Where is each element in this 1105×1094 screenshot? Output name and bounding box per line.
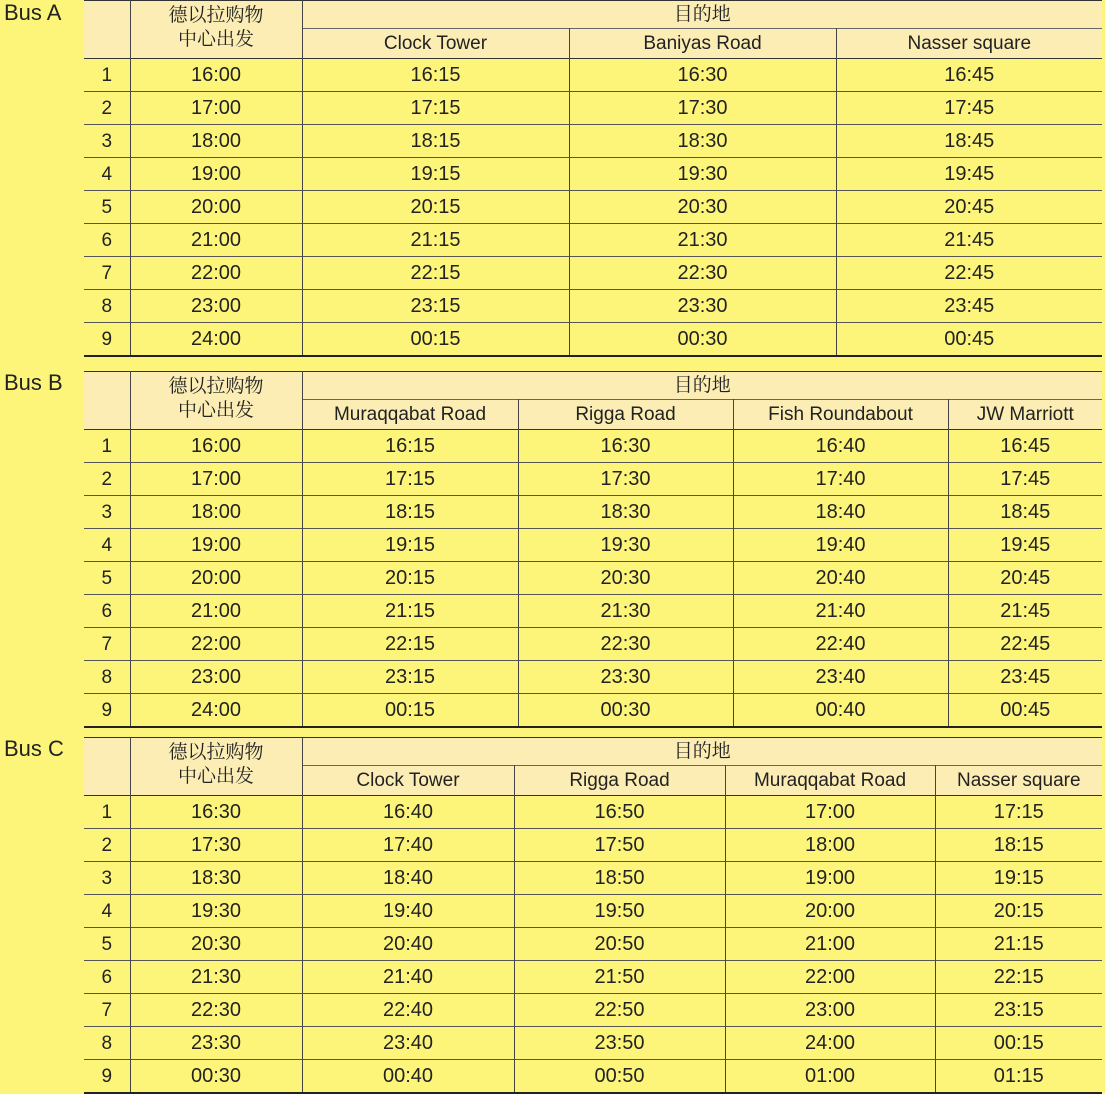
departure-time-cell: 22:00: [130, 628, 302, 661]
arrival-time-cell: 00:15: [302, 323, 569, 357]
stop-header: Nasser square: [836, 29, 1102, 59]
arrival-time-cell: 23:40: [302, 1027, 514, 1060]
departure-time-cell: 19:00: [130, 158, 302, 191]
row-number-cell: 7: [84, 257, 130, 290]
table-row: [84, 290, 1102, 323]
arrival-time-cell: 20:30: [518, 562, 733, 595]
arrival-time-cell: 18:40: [733, 496, 948, 529]
arrival-time-cell: 20:15: [302, 191, 569, 224]
arrival-time-cell: 19:40: [302, 895, 514, 928]
departure-time-cell: 17:30: [130, 829, 302, 862]
departure-time-cell: 19:00: [130, 529, 302, 562]
stop-header: Baniyas Road: [569, 29, 836, 59]
origin-header: 德以拉购物 中心出发: [130, 1, 302, 59]
table-row: [84, 92, 1102, 125]
arrival-time-cell: 19:15: [302, 529, 518, 562]
departure-time-cell: 21:00: [130, 224, 302, 257]
arrival-time-cell: 20:00: [725, 895, 935, 928]
departure-time-cell: 17:00: [130, 92, 302, 125]
bus-a-timetable: [84, 0, 1102, 357]
bus-a-title: Bus A: [4, 0, 62, 25]
departure-time-cell: 20:00: [130, 191, 302, 224]
row-number-header: [84, 372, 130, 430]
arrival-time-cell: 23:40: [733, 661, 948, 694]
arrival-time-cell: 00:15: [302, 694, 518, 728]
arrival-time-cell: 23:50: [514, 1027, 725, 1060]
table-row: [84, 694, 1102, 728]
table-row: [84, 323, 1102, 357]
row-number-cell: 5: [84, 562, 130, 595]
arrival-time-cell: 19:30: [569, 158, 836, 191]
bus-c-timetable: [84, 737, 1102, 1094]
arrival-time-cell: 18:15: [935, 829, 1102, 862]
arrival-time-cell: 00:40: [733, 694, 948, 728]
arrival-time-cell: 20:45: [836, 191, 1102, 224]
table-row: [84, 224, 1102, 257]
destination-header: 目的地: [302, 372, 1102, 400]
arrival-time-cell: 16:40: [302, 796, 514, 829]
row-number-cell: 2: [84, 92, 130, 125]
arrival-time-cell: 21:30: [518, 595, 733, 628]
arrival-time-cell: 19:45: [948, 529, 1102, 562]
row-number-cell: 6: [84, 595, 130, 628]
arrival-time-cell: 17:00: [725, 796, 935, 829]
departure-time-cell: 17:00: [130, 463, 302, 496]
arrival-time-cell: 21:45: [836, 224, 1102, 257]
row-number-cell: 9: [84, 323, 130, 357]
departure-time-cell: 24:00: [130, 694, 302, 728]
arrival-time-cell: 23:15: [302, 290, 569, 323]
arrival-time-cell: 16:15: [302, 430, 518, 463]
row-number-cell: 8: [84, 661, 130, 694]
arrival-time-cell: 22:15: [302, 257, 569, 290]
arrival-time-cell: 00:15: [935, 1027, 1102, 1060]
departure-time-cell: 24:00: [130, 323, 302, 357]
arrival-time-cell: 16:30: [569, 59, 836, 92]
arrival-time-cell: 21:15: [302, 224, 569, 257]
arrival-time-cell: 19:40: [733, 529, 948, 562]
arrival-time-cell: 00:45: [948, 694, 1102, 728]
arrival-time-cell: 20:15: [302, 562, 518, 595]
arrival-time-cell: 20:40: [733, 562, 948, 595]
row-number-cell: 7: [84, 994, 130, 1027]
arrival-time-cell: 22:30: [518, 628, 733, 661]
origin-header: 德以拉购物 中心出发: [130, 372, 302, 430]
arrival-time-cell: 22:15: [302, 628, 518, 661]
row-number-cell: 7: [84, 628, 130, 661]
arrival-time-cell: 17:15: [935, 796, 1102, 829]
arrival-time-cell: 16:50: [514, 796, 725, 829]
destination-header: 目的地: [302, 738, 1102, 766]
arrival-time-cell: 20:40: [302, 928, 514, 961]
arrival-time-cell: 22:15: [935, 961, 1102, 994]
arrival-time-cell: 18:15: [302, 125, 569, 158]
stop-header: Nasser square: [935, 766, 1102, 796]
arrival-time-cell: 20:50: [514, 928, 725, 961]
table-row: [84, 125, 1102, 158]
departure-time-cell: 16:00: [130, 59, 302, 92]
arrival-time-cell: 22:00: [725, 961, 935, 994]
arrival-time-cell: 16:15: [302, 59, 569, 92]
arrival-time-cell: 16:45: [836, 59, 1102, 92]
arrival-time-cell: 19:50: [514, 895, 725, 928]
table-row: [84, 796, 1102, 829]
departure-time-cell: 20:00: [130, 562, 302, 595]
origin-header: 德以拉购物 中心出发: [130, 738, 302, 796]
departure-time-cell: 18:00: [130, 496, 302, 529]
arrival-time-cell: 20:45: [948, 562, 1102, 595]
arrival-time-cell: 23:15: [302, 661, 518, 694]
row-number-cell: 1: [84, 59, 130, 92]
table-row: [84, 562, 1102, 595]
arrival-time-cell: 20:30: [569, 191, 836, 224]
stop-header: Muraqqabat Road: [302, 400, 518, 430]
row-number-cell: 5: [84, 928, 130, 961]
table-row: [84, 59, 1102, 92]
table-row: [84, 961, 1102, 994]
arrival-time-cell: 00:50: [514, 1060, 725, 1094]
table-row: [84, 895, 1102, 928]
table-row: [84, 430, 1102, 463]
arrival-time-cell: 17:30: [518, 463, 733, 496]
arrival-time-cell: 17:45: [836, 92, 1102, 125]
arrival-time-cell: 19:45: [836, 158, 1102, 191]
arrival-time-cell: 00:40: [302, 1060, 514, 1094]
table-row: [84, 661, 1102, 694]
arrival-time-cell: 21:40: [302, 961, 514, 994]
row-number-cell: 4: [84, 895, 130, 928]
arrival-time-cell: 19:15: [302, 158, 569, 191]
arrival-time-cell: 23:30: [569, 290, 836, 323]
row-number-cell: 8: [84, 290, 130, 323]
arrival-time-cell: 23:00: [725, 994, 935, 1027]
stop-header: Clock Tower: [302, 29, 569, 59]
row-number-cell: 6: [84, 224, 130, 257]
row-number-header: [84, 738, 130, 796]
departure-time-cell: 16:30: [130, 796, 302, 829]
row-number-cell: 6: [84, 961, 130, 994]
arrival-time-cell: 18:30: [569, 125, 836, 158]
arrival-time-cell: 21:50: [514, 961, 725, 994]
departure-time-cell: 18:30: [130, 862, 302, 895]
table-row: [84, 595, 1102, 628]
stop-header: Muraqqabat Road: [725, 766, 935, 796]
arrival-time-cell: 18:40: [302, 862, 514, 895]
arrival-time-cell: 00:30: [518, 694, 733, 728]
arrival-time-cell: 21:00: [725, 928, 935, 961]
arrival-time-cell: 16:40: [733, 430, 948, 463]
departure-time-cell: 20:30: [130, 928, 302, 961]
arrival-time-cell: 20:15: [935, 895, 1102, 928]
arrival-time-cell: 19:30: [518, 529, 733, 562]
arrival-time-cell: 21:40: [733, 595, 948, 628]
row-number-cell: 8: [84, 1027, 130, 1060]
destination-header: 目的地: [302, 1, 1102, 29]
arrival-time-cell: 23:15: [935, 994, 1102, 1027]
stop-header: Rigga Road: [514, 766, 725, 796]
arrival-time-cell: 21:45: [948, 595, 1102, 628]
table-row: [84, 628, 1102, 661]
departure-time-cell: 23:00: [130, 290, 302, 323]
arrival-time-cell: 24:00: [725, 1027, 935, 1060]
bus-b-timetable: [84, 371, 1102, 728]
arrival-time-cell: 17:30: [569, 92, 836, 125]
stop-header: Rigga Road: [518, 400, 733, 430]
table-row: [84, 1027, 1102, 1060]
departure-time-cell: 19:30: [130, 895, 302, 928]
row-number-cell: 5: [84, 191, 130, 224]
stop-header: Clock Tower: [302, 766, 514, 796]
arrival-time-cell: 22:45: [948, 628, 1102, 661]
departure-time-cell: 22:00: [130, 257, 302, 290]
departure-time-cell: 00:30: [130, 1060, 302, 1094]
row-number-cell: 3: [84, 496, 130, 529]
arrival-time-cell: 01:15: [935, 1060, 1102, 1094]
arrival-time-cell: 18:50: [514, 862, 725, 895]
arrival-time-cell: 19:15: [935, 862, 1102, 895]
row-number-cell: 4: [84, 158, 130, 191]
departure-time-cell: 23:30: [130, 1027, 302, 1060]
arrival-time-cell: 18:30: [518, 496, 733, 529]
departure-time-cell: 23:00: [130, 661, 302, 694]
row-number-cell: 2: [84, 463, 130, 496]
row-number-cell: 9: [84, 1060, 130, 1094]
table-row: [84, 829, 1102, 862]
arrival-time-cell: 17:40: [302, 829, 514, 862]
row-number-cell: 3: [84, 862, 130, 895]
stop-header: JW Marriott: [948, 400, 1102, 430]
arrival-time-cell: 17:45: [948, 463, 1102, 496]
row-number-header: [84, 1, 130, 59]
arrival-time-cell: 23:30: [518, 661, 733, 694]
table-row: [84, 994, 1102, 1027]
arrival-time-cell: 22:40: [733, 628, 948, 661]
row-number-cell: 4: [84, 529, 130, 562]
arrival-time-cell: 18:15: [302, 496, 518, 529]
arrival-time-cell: 21:15: [935, 928, 1102, 961]
bus-b-title: Bus B: [4, 370, 63, 395]
arrival-time-cell: 21:30: [569, 224, 836, 257]
arrival-time-cell: 18:00: [725, 829, 935, 862]
arrival-time-cell: 23:45: [836, 290, 1102, 323]
departure-time-cell: 22:30: [130, 994, 302, 1027]
table-row: [84, 158, 1102, 191]
row-number-cell: 3: [84, 125, 130, 158]
arrival-time-cell: 16:30: [518, 430, 733, 463]
stop-header: Fish Roundabout: [733, 400, 948, 430]
arrival-time-cell: 21:15: [302, 595, 518, 628]
arrival-time-cell: 17:15: [302, 463, 518, 496]
departure-time-cell: 18:00: [130, 125, 302, 158]
table-row: [84, 1060, 1102, 1094]
arrival-time-cell: 18:45: [836, 125, 1102, 158]
arrival-time-cell: 17:50: [514, 829, 725, 862]
arrival-time-cell: 01:00: [725, 1060, 935, 1094]
bus-c-title: Bus C: [4, 736, 64, 761]
arrival-time-cell: 23:45: [948, 661, 1102, 694]
table-row: [84, 463, 1102, 496]
arrival-time-cell: 22:30: [569, 257, 836, 290]
arrival-time-cell: 22:40: [302, 994, 514, 1027]
table-row: [84, 257, 1102, 290]
row-number-cell: 9: [84, 694, 130, 728]
departure-time-cell: 16:00: [130, 430, 302, 463]
arrival-time-cell: 00:30: [569, 323, 836, 357]
row-number-cell: 2: [84, 829, 130, 862]
arrival-time-cell: 22:50: [514, 994, 725, 1027]
arrival-time-cell: 16:45: [948, 430, 1102, 463]
table-row: [84, 928, 1102, 961]
arrival-time-cell: 17:40: [733, 463, 948, 496]
arrival-time-cell: 18:45: [948, 496, 1102, 529]
table-row: [84, 862, 1102, 895]
arrival-time-cell: 22:45: [836, 257, 1102, 290]
table-row: [84, 529, 1102, 562]
row-number-cell: 1: [84, 796, 130, 829]
arrival-time-cell: 17:15: [302, 92, 569, 125]
table-row: [84, 496, 1102, 529]
row-number-cell: 1: [84, 430, 130, 463]
arrival-time-cell: 19:00: [725, 862, 935, 895]
departure-time-cell: 21:00: [130, 595, 302, 628]
departure-time-cell: 21:30: [130, 961, 302, 994]
arrival-time-cell: 00:45: [836, 323, 1102, 357]
table-row: [84, 191, 1102, 224]
